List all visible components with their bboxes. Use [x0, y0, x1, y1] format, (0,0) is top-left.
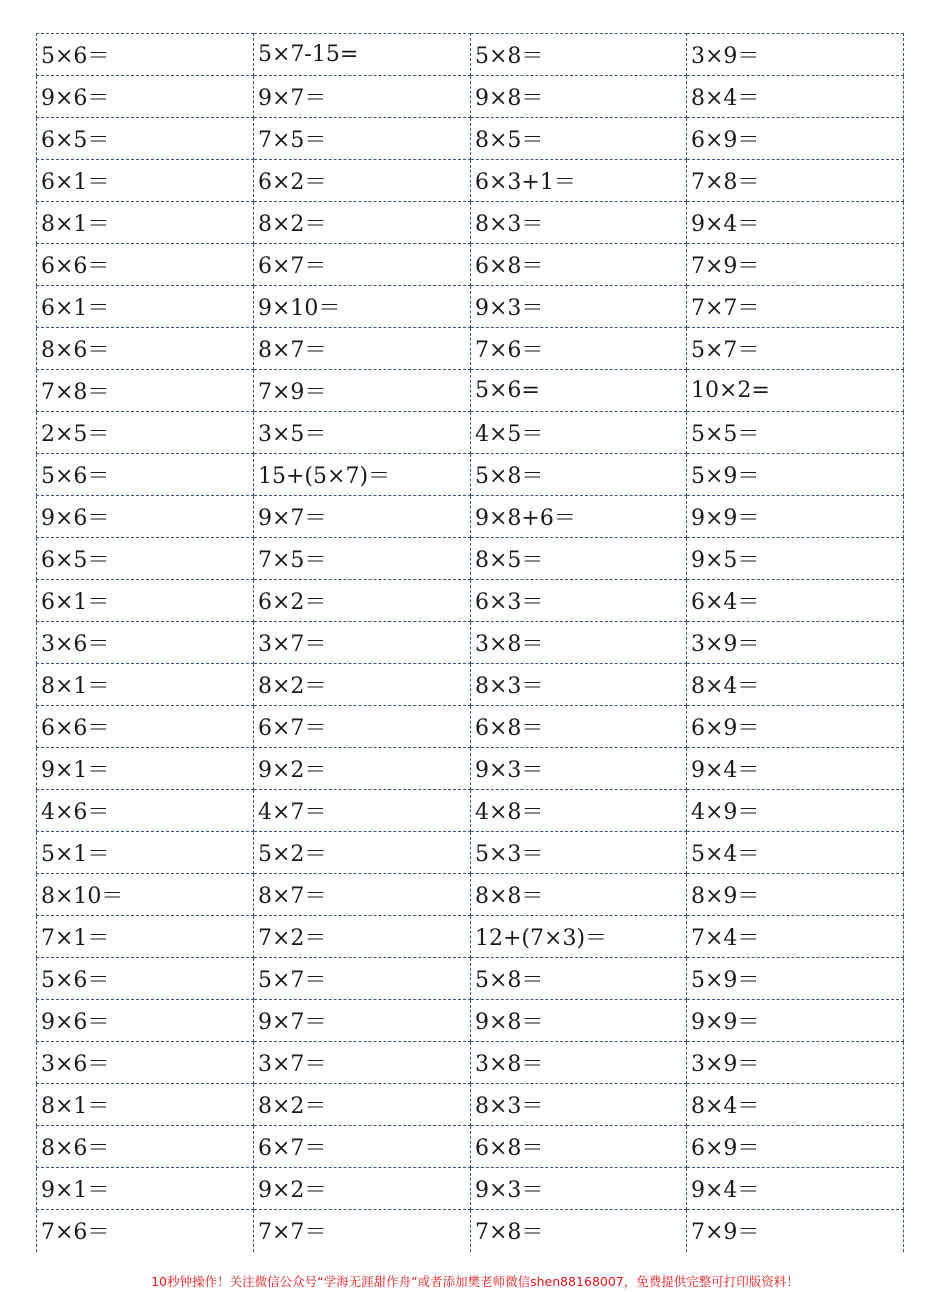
table-row — [37, 454, 904, 496]
problem-cell: 8×6＝ — [37, 328, 254, 370]
problem-cell: 5×6＝ — [37, 34, 254, 76]
problem-rows — [37, 34, 904, 1252]
table-row — [37, 370, 904, 412]
problem-cell: 6×8＝ — [471, 1126, 687, 1168]
problem-cell: 4×7＝ — [254, 790, 471, 832]
problem-cell: 5×8＝ — [471, 34, 687, 76]
problem-cell: 9×6＝ — [37, 496, 254, 538]
table-row — [37, 496, 904, 538]
problem-cell: 3×8＝ — [471, 1042, 687, 1084]
problem-cell: 7×7＝ — [254, 1210, 471, 1252]
problem-cell: 6×5＝ — [37, 538, 254, 580]
table-row — [37, 874, 904, 916]
problem-cell: 7×1＝ — [37, 916, 254, 958]
table-row — [37, 76, 904, 118]
problem-cell: 5×2＝ — [254, 832, 471, 874]
problem-cell: 6×9＝ — [687, 118, 904, 160]
table-row — [37, 244, 904, 286]
problem-cell: 8×4＝ — [687, 664, 904, 706]
problem-cell: 7×9＝ — [254, 370, 471, 412]
problem-cell: 4×5＝ — [471, 412, 687, 454]
problem-cell: 9×6＝ — [37, 1000, 254, 1042]
problem-cell: 9×8＝ — [471, 76, 687, 118]
problem-cell: 2×5＝ — [37, 412, 254, 454]
problem-cell: 8×2＝ — [254, 664, 471, 706]
problem-cell: 6×9＝ — [687, 706, 904, 748]
problem-cell: 5×3＝ — [471, 832, 687, 874]
problem-cell: 8×3＝ — [471, 1084, 687, 1126]
table-row — [37, 412, 904, 454]
problem-cell: 3×6＝ — [37, 1042, 254, 1084]
problem-cell: 9×6＝ — [37, 76, 254, 118]
problem-cell: 8×9＝ — [687, 874, 904, 916]
problem-cell: 6×3+1＝ — [471, 160, 687, 202]
problem-cell: 9×3＝ — [471, 1168, 687, 1210]
problem-cell: 9×8＝ — [471, 1000, 687, 1042]
problem-cell: 9×1＝ — [37, 748, 254, 790]
table-row — [37, 958, 904, 1000]
problem-cell: 7×5＝ — [254, 118, 471, 160]
problem-cell: 9×3＝ — [471, 286, 687, 328]
problem-table — [36, 33, 904, 1252]
problem-cell: 5×9＝ — [687, 454, 904, 496]
table-row — [37, 832, 904, 874]
problem-cell: 9×2＝ — [254, 748, 471, 790]
table-row — [37, 1000, 904, 1042]
problem-cell: 10×2= — [687, 370, 904, 412]
problem-cell: 7×2＝ — [254, 916, 471, 958]
problem-cell: 12+(7×3)＝ — [471, 916, 687, 958]
table-row — [37, 286, 904, 328]
problem-cell: 9×9＝ — [687, 496, 904, 538]
table-row — [37, 580, 904, 622]
problem-cell: 4×6＝ — [37, 790, 254, 832]
problem-cell: 6×8＝ — [471, 706, 687, 748]
table-row — [37, 118, 904, 160]
problem-cell: 8×5＝ — [471, 118, 687, 160]
problem-cell: 9×5＝ — [687, 538, 904, 580]
problem-cell: 7×4＝ — [687, 916, 904, 958]
problem-cell: 9×1＝ — [37, 1168, 254, 1210]
problem-cell: 6×7＝ — [254, 706, 471, 748]
table-row — [37, 622, 904, 664]
table-row — [37, 1042, 904, 1084]
table-row — [37, 1084, 904, 1126]
table-row — [37, 1210, 904, 1252]
problem-cell: 9×8+6＝ — [471, 496, 687, 538]
problem-cell: 8×6＝ — [37, 1126, 254, 1168]
problem-cell: 9×7＝ — [254, 496, 471, 538]
problem-cell: 7×8＝ — [37, 370, 254, 412]
table-row — [37, 160, 904, 202]
problem-cell: 9×9＝ — [687, 1000, 904, 1042]
table-row — [37, 916, 904, 958]
problem-cell: 4×9＝ — [687, 790, 904, 832]
problem-cell: 9×10＝ — [254, 286, 471, 328]
problem-cell: 9×3＝ — [471, 748, 687, 790]
problem-cell: 4×8＝ — [471, 790, 687, 832]
problem-cell: 6×5＝ — [37, 118, 254, 160]
problem-cell: 6×1＝ — [37, 580, 254, 622]
problem-cell: 9×4＝ — [687, 1168, 904, 1210]
problem-cell: 5×6= — [471, 370, 687, 412]
problem-cell: 6×6＝ — [37, 706, 254, 748]
table-row — [37, 328, 904, 370]
table-row — [37, 202, 904, 244]
problem-cell: 8×8＝ — [471, 874, 687, 916]
footer-note: 10秒钟操作！关注微信公众号“学海无涯甜作舟”或者添加樊老师微信shen88168007，免费提供完整可打印版资料！ — [151, 1274, 799, 1289]
problem-cell: 8×1＝ — [37, 202, 254, 244]
problem-cell: 5×7＝ — [687, 328, 904, 370]
table-row — [37, 706, 904, 748]
problem-cell: 3×9＝ — [687, 34, 904, 76]
problem-cell: 9×2＝ — [254, 1168, 471, 1210]
table-row — [37, 1126, 904, 1168]
problem-cell: 7×5＝ — [254, 538, 471, 580]
problem-cell: 8×7＝ — [254, 874, 471, 916]
problem-cell: 5×7-15= — [254, 34, 471, 76]
problem-cell: 5×6＝ — [37, 454, 254, 496]
table-row — [37, 790, 904, 832]
problem-cell: 8×10＝ — [37, 874, 254, 916]
problem-cell: 7×8＝ — [471, 1210, 687, 1252]
problem-cell: 6×2＝ — [254, 160, 471, 202]
problem-cell: 5×7＝ — [254, 958, 471, 1000]
problem-cell: 8×3＝ — [471, 664, 687, 706]
problem-cell: 5×4＝ — [687, 832, 904, 874]
problem-cell: 8×3＝ — [471, 202, 687, 244]
problem-cell: 5×9＝ — [687, 958, 904, 1000]
table-row — [37, 664, 904, 706]
problem-cell: 3×5＝ — [254, 412, 471, 454]
problem-cell: 5×6＝ — [37, 958, 254, 1000]
table-row — [37, 1168, 904, 1210]
problem-cell: 3×6＝ — [37, 622, 254, 664]
problem-cell: 8×2＝ — [254, 1084, 471, 1126]
problem-cell: 5×8＝ — [471, 454, 687, 496]
problem-cell: 15+(5×7)＝ — [254, 454, 471, 496]
problem-cell: 7×9＝ — [687, 1210, 904, 1252]
problem-cell: 3×8＝ — [471, 622, 687, 664]
problem-cell: 8×4＝ — [687, 76, 904, 118]
problem-cell: 6×1＝ — [37, 286, 254, 328]
problem-cell: 8×1＝ — [37, 1084, 254, 1126]
problem-cell: 6×1＝ — [37, 160, 254, 202]
problem-cell: 7×8＝ — [687, 160, 904, 202]
problem-cell: 6×7＝ — [254, 1126, 471, 1168]
problem-cell: 8×2＝ — [254, 202, 471, 244]
table-row — [37, 538, 904, 580]
problem-cell: 3×7＝ — [254, 1042, 471, 1084]
problem-cell: 7×6＝ — [471, 328, 687, 370]
problem-cell: 7×9＝ — [687, 244, 904, 286]
problem-cell: 5×5＝ — [687, 412, 904, 454]
problem-cell: 9×4＝ — [687, 748, 904, 790]
problem-cell: 8×1＝ — [37, 664, 254, 706]
problem-cell: 5×1＝ — [37, 832, 254, 874]
problem-cell: 9×4＝ — [687, 202, 904, 244]
problem-cell: 6×4＝ — [687, 580, 904, 622]
problem-cell: 8×4＝ — [687, 1084, 904, 1126]
problem-cell: 7×6＝ — [37, 1210, 254, 1252]
problem-cell: 7×7＝ — [687, 286, 904, 328]
table-row — [37, 748, 904, 790]
problem-cell: 9×7＝ — [254, 76, 471, 118]
problem-cell: 5×8＝ — [471, 958, 687, 1000]
problem-cell: 3×9＝ — [687, 622, 904, 664]
table-row — [37, 34, 904, 76]
problem-cell: 6×2＝ — [254, 580, 471, 622]
problem-cell: 3×7＝ — [254, 622, 471, 664]
problem-cell: 6×6＝ — [37, 244, 254, 286]
problem-cell: 3×9＝ — [687, 1042, 904, 1084]
problem-cell: 9×7＝ — [254, 1000, 471, 1042]
problem-cell: 8×5＝ — [471, 538, 687, 580]
problem-cell: 6×8＝ — [471, 244, 687, 286]
problem-cell: 6×9＝ — [687, 1126, 904, 1168]
problem-cell: 8×7＝ — [254, 328, 471, 370]
problem-cell: 6×3＝ — [471, 580, 687, 622]
worksheet — [36, 33, 903, 1292]
problem-cell: 6×7＝ — [254, 244, 471, 286]
